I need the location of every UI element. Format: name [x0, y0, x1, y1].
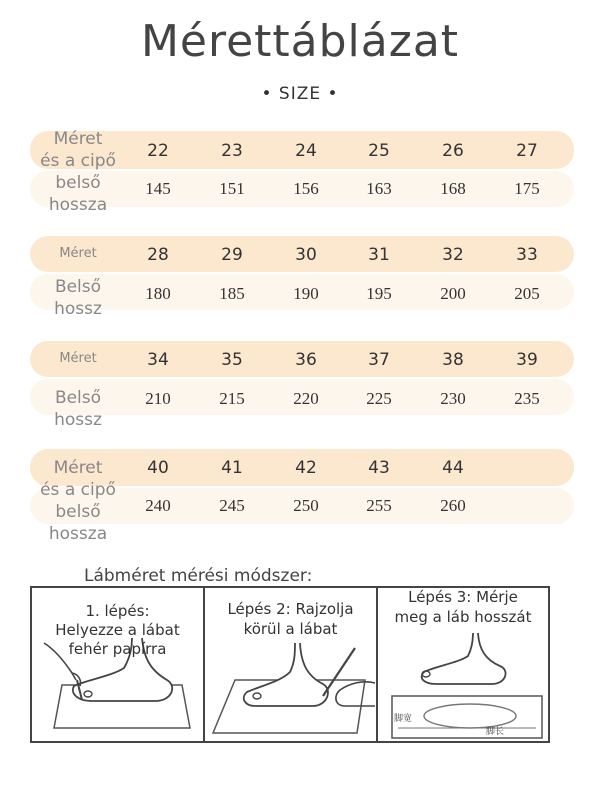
- length-cell: 168: [440, 179, 466, 198]
- length-label: Belső hossz: [54, 388, 102, 430]
- length-cell: 205: [514, 284, 540, 303]
- length-cell: 245: [219, 496, 245, 515]
- page-title: Mérettáblázat: [140, 16, 460, 67]
- step-2-line-1: Lépés 2: Rajzolja: [227, 600, 354, 618]
- step-2-panel: [203, 586, 378, 743]
- size-cell: 41: [221, 458, 243, 478]
- length-cell: 151: [219, 179, 245, 198]
- length-label: Belső hossz: [54, 277, 102, 319]
- size-cell: 25: [368, 141, 390, 161]
- size-cell: 22: [147, 141, 169, 161]
- step-1-panel: [30, 586, 205, 743]
- length-cell: 163: [366, 179, 392, 198]
- step-3-line-2: meg a láb hosszát: [394, 608, 532, 626]
- length-cell: 185: [219, 284, 245, 303]
- length-cell: 230: [440, 389, 466, 408]
- length-cell: 235: [514, 389, 540, 408]
- step-1-line-3: fehér papírra: [68, 640, 167, 658]
- length-cell: 190: [293, 284, 319, 303]
- size-cell: 32: [442, 245, 464, 265]
- size-cell: 33: [516, 245, 538, 265]
- length-cell: 210: [145, 389, 171, 408]
- size-cell: 38: [442, 350, 464, 370]
- size-cell: 27: [516, 141, 538, 161]
- size-label: Méret: [53, 458, 103, 478]
- size-label: Méret: [53, 129, 103, 149]
- size-cell: 23: [221, 141, 243, 161]
- length-cell: 180: [145, 284, 171, 303]
- step-1-line-2: Helyezze a lábat: [55, 621, 180, 639]
- size-label: Méret: [59, 246, 97, 261]
- size-cell: 43: [368, 458, 390, 478]
- size-cell: 36: [295, 350, 317, 370]
- size-cell: 39: [516, 350, 538, 370]
- size-cell: 34: [147, 350, 169, 370]
- length-cell: 215: [219, 389, 245, 408]
- length-cell: 175: [514, 179, 540, 198]
- step-1-line-1: 1. lépés:: [85, 602, 150, 620]
- size-cell: 24: [295, 141, 317, 161]
- size-cell: 31: [368, 245, 390, 265]
- method-heading: Lábméret mérési módszer:: [84, 566, 313, 586]
- size-cell: 40: [147, 458, 169, 478]
- size-label: Méret: [59, 351, 97, 366]
- length-cell: 195: [366, 284, 392, 303]
- page-subtitle: • SIZE •: [261, 84, 339, 104]
- size-cell: 35: [221, 350, 243, 370]
- step-2-line-2: körül a lábat: [243, 620, 338, 638]
- size-cell: 42: [295, 458, 317, 478]
- length-cell: 220: [293, 389, 319, 408]
- length-cell: 145: [145, 179, 171, 198]
- length-cell: 200: [440, 284, 466, 303]
- length-cell: 240: [145, 496, 171, 515]
- length-cell: 225: [366, 389, 392, 408]
- length-cell: 255: [366, 496, 392, 515]
- length-label: és a cipő belső hossza: [40, 151, 116, 215]
- size-cell: 37: [368, 350, 390, 370]
- paper-mark-length: 脚长: [486, 727, 505, 737]
- length-cell: 156: [293, 179, 319, 198]
- size-cell: 28: [147, 245, 169, 265]
- size-cell: 30: [295, 245, 317, 265]
- size-cell: 44: [442, 458, 464, 478]
- paper-mark-width: 脚宽: [394, 714, 413, 724]
- size-cell: 26: [442, 141, 464, 161]
- length-cell: 260: [440, 496, 466, 515]
- step-3-panel: [376, 586, 550, 743]
- length-label: és a cipő belső hossza: [40, 480, 116, 544]
- step-3-line-1: Lépés 3: Mérje: [408, 588, 518, 606]
- size-cell: 29: [221, 245, 243, 265]
- length-cell: 250: [293, 496, 319, 515]
